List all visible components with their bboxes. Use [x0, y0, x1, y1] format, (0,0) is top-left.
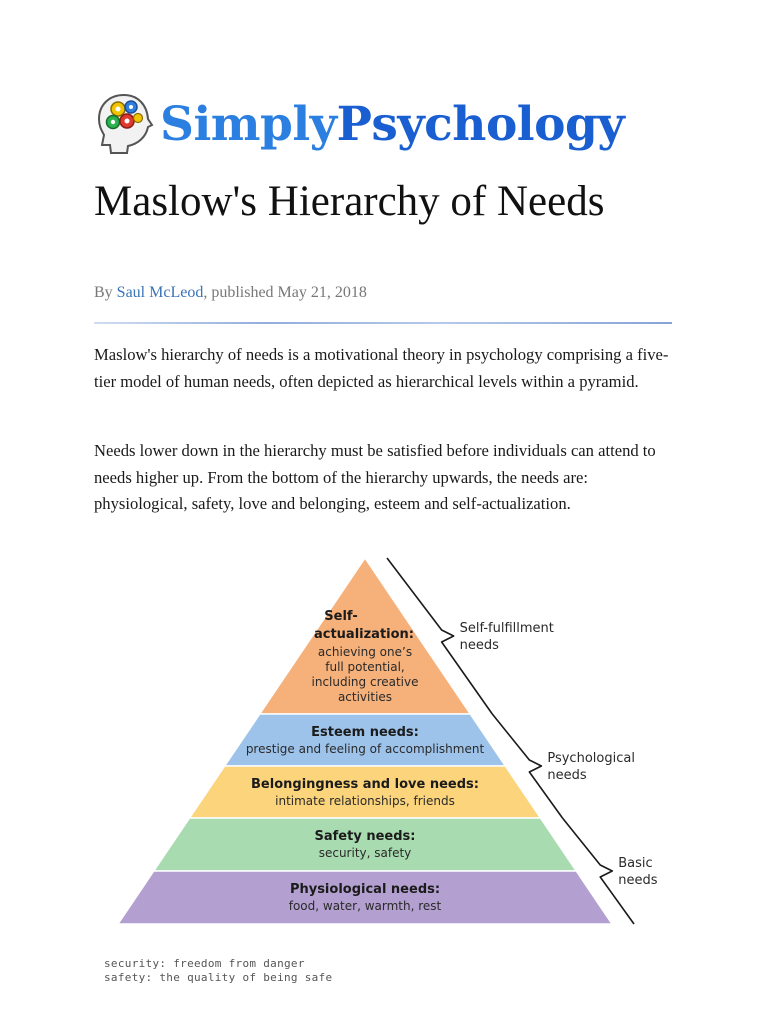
intro-paragraph: Maslow's hierarchy of needs is a motivational theory in psychology comprising a five-tier model of human needs, often depicted as hierarchical levels within a pyramid. — [94, 345, 669, 391]
needs-order-paragraph: Needs lower down in the hierarchy must be satisfied before individuals can attend to needs higher up. From the bottom of the hierarchy upwards, the needs are: physiological, safety, love and belonging, esteem and self-actualization. — [94, 441, 656, 513]
header-divider — [94, 322, 672, 324]
tier-title-safety-line-0: Safety needs: — [314, 829, 416, 844]
tier-title-esteem-line-0: Esteem needs: — [311, 725, 419, 740]
tier-desc-self-actualization-line-3: activities — [337, 690, 393, 704]
tier-desc-self-actualization-line-0: achieving one’s — [317, 645, 413, 659]
maslow-pyramid-diagram — [108, 552, 658, 942]
group-label-self-fulfillment-line-0: Self-fulfillment — [459, 621, 554, 636]
tier-title-physiological-line-0: Physiological needs: — [289, 882, 441, 897]
tier-title-self-actualization-line-0: Self- — [324, 609, 358, 624]
pyramid-tier-safety — [154, 818, 576, 871]
head-with-gears-icon — [94, 91, 156, 157]
pyramid-tier-esteem — [225, 714, 506, 766]
group-label-psychological-line-1: needs — [547, 768, 587, 783]
article-title: Maslow's Hierarchy of Needs — [94, 178, 605, 225]
author-link[interactable]: Saul McLeod — [116, 284, 204, 301]
byline-suffix: , published May 21, 2018 — [203, 284, 367, 301]
tier-title-self-actualization-line-1: actualization: — [313, 627, 415, 642]
tier-desc-belonging-line-0: intimate relationships, friends — [275, 794, 455, 808]
site-name-part1: Simply — [160, 96, 337, 152]
tier-desc-physiological-line-0: food, water, warmth, rest — [288, 899, 442, 913]
group-label-psychological-line-0: Psychological — [547, 751, 635, 766]
site-name — [160, 96, 625, 152]
group-label-basic-line-0: Basic — [618, 856, 653, 871]
byline — [94, 284, 367, 302]
tier-desc-safety-line-0: security, safety — [318, 846, 412, 860]
tier-desc-self-actualization-line-2: including creative — [311, 675, 419, 689]
group-label-basic-line-1: needs — [618, 873, 658, 888]
tier-title-belonging-line-0: Belongingness and love needs: — [251, 777, 479, 792]
pyramid-tier-physiological — [118, 871, 612, 924]
footnote-security: security: freedom from danger — [104, 957, 305, 970]
site-name-part2: Psychology — [336, 96, 625, 152]
footnote-safety: safety: the quality of being safe — [104, 971, 333, 984]
group-label-self-fulfillment-line-1: needs — [459, 638, 499, 653]
pyramid-tier-belonging — [190, 766, 541, 818]
tier-desc-esteem-line-0: prestige and feeling of accomplishment — [245, 742, 485, 756]
tier-desc-self-actualization-line-1: full potential, — [325, 660, 405, 674]
byline-prefix: By — [94, 284, 117, 301]
pyramid-svg — [108, 552, 658, 942]
site-logo[interactable] — [94, 88, 624, 160]
